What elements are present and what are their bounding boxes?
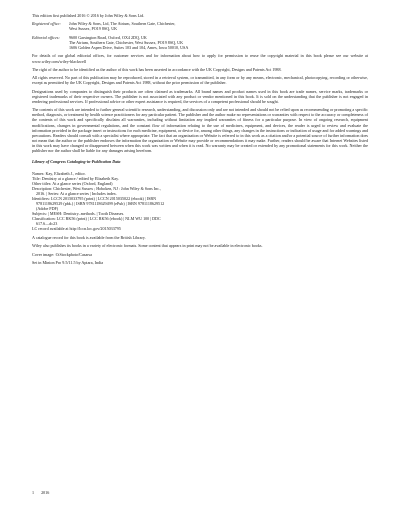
address-line: West Sussex, PO19 8SQ, UK — [69, 26, 118, 32]
cip-line: Subjects: | MESH: Dentistry–methods. | Tooth Diseases. — [32, 211, 125, 217]
address-line: John Wiley & Sons, Ltd, The Atrium, Southern Gate, Chichester, — [69, 21, 176, 27]
author-rights-paragraph: The right of the author to be identified as the author of this work has been asserted in accordance with the UK Copyright, Designs and Patents Act 1988. — [32, 66, 282, 72]
cip-data-block — [32, 171, 368, 232]
cip-line: Identifiers: LCCN 2015033795 (print) | LCCN 2015035022 (ebook) | ISBN — [32, 196, 157, 202]
editorial-offices-block — [32, 35, 368, 50]
address-line: 9600 Garsington Road, Oxford, OX4 2DQ, UK — [69, 34, 147, 40]
website-paragraph: For details of our global editorial offices, for customer services and for information about how to apply for permission to reuse the copyright material in this book please see our website at www.wiley.com/wiley-blackwell — [32, 53, 368, 64]
cip-line: Title: Dentistry at a glance / edited by Elizabeth Kay. — [32, 175, 119, 181]
printing-line — [32, 490, 55, 495]
cip-line: Description: Chichester, West Sussex ; Hoboken, NJ : John Wiley & Sons Inc., — [32, 186, 162, 191]
registered-office-address — [69, 21, 368, 31]
all-rights-paragraph: All rights reserved. No part of this publication may be reproduced, stored in a retrieval system, or transmitted, in any form or by any means, electronic, mechanical, photocopying, recording or otherwise, except as permitted by the UK Copyright, Designs and Patents Act 1988, without the prior permission of the publisher. — [32, 75, 368, 86]
address-line: 1606 Golden Aspen Drive, Suites 103 and 104, Ames, Iowa 50010, USA — [69, 45, 189, 51]
cip-line: (Adobe PDF) — [36, 206, 59, 212]
address-line: The Atrium, Southern Gate, Chichester, West Sussex, PO19 8SQ, UK — [69, 39, 184, 45]
cover-image-credit: Cover image: ©iStockphoto/Casarsa — [32, 251, 92, 257]
printing-number: 1 — [32, 490, 35, 495]
editorial-offices-address — [69, 35, 368, 50]
trademarks-paragraph: Designations used by companies to distinguish their products are often claimed as trademarks. All brand names and product names used in this book are trade names, service marks, trademarks or registered trademarks of their respective owners. The publisher is not associated with any product or vendor mentioned in this book. It is sold on the understanding that the publisher is not engaged in rendering professional services. If professional advice or other expert assistance is required, the services of a competent professional should be sought. — [32, 88, 368, 104]
cip-line: LC record available at http://lccn.loc.gov/2015033795 — [32, 226, 121, 232]
first-published-line: This edition first published 2016 © 2016 by John Wiley & Sons Ltd. — [32, 13, 145, 18]
cip-line: Other titles: At a glance series (Oxford, England) — [32, 180, 113, 186]
registered-office-block — [32, 21, 368, 31]
cip-line: 617.6—dc23 — [36, 221, 58, 227]
cip-line: Names: Kay, Elizabeth J., editor. — [32, 170, 86, 176]
electronic-formats-paragraph: Wiley also publishes its books in a variety of electronic formats. Some content that appears in print may not be available in electronic books. — [32, 243, 263, 249]
typesetting-credit: Set in Minion Pro 9.5/11.5 by Aptara, India — [32, 260, 104, 266]
disclaimer-paragraph: The contents of this work are intended to further general scientific research, understanding, and discussion only and are not intended and should not be relied upon as recommending or promoting a specific method, diagnosis, or treatment by health science practitioners for any particular patient. The publisher and the author make no representations or warranties with respect to the accuracy or completeness of the contents of this work and specifically disclaim all warranties, including without limitation any implied warranties of fitness for a particular purpose. In view of ongoing research, equipment modifications, changes in governmental regulations, and the constant flow of information relating to the use of medicines, equipment, and devices, the reader is urged to review and evaluate the information provided in the package insert or instructions for each medicine, equipment, or device for, among other things, any changes in the instructions or indication of usage and for added warnings and precautions. Readers should consult with a specialist where appropriate. The fact that an organization or Website is referred to in this work as a citation and/or a potential source of further information does not mean that the author or the publisher endorses the information the organization or Website may provide or recommendations it may make. Further, readers should be aware that Internet Websites listed in this work may have changed or disappeared between when this work was written and when it is read. No warranty may be created or extended by any promotional statements for this work. Neither the publisher nor the author shall be liable for any damages arising herefrom. — [32, 107, 368, 153]
cip-heading: Library of Congress Cataloging-in-Publication Data — [32, 158, 121, 164]
printing-year: 2016 — [41, 490, 50, 495]
british-library-paragraph: A catalogue record for this book is available from the British Library. — [32, 234, 146, 240]
cip-line: Classification: LCC RK56 (print) | LCC RK56 (ebook) | NLM WU 100 | DDC — [32, 216, 161, 222]
editorial-offices-label: Editorial offices: — [32, 34, 60, 40]
cip-line: 2016. | Series: At a glance series | Includes index. — [36, 191, 117, 197]
registered-office-label: Registered office: — [32, 21, 61, 27]
cip-line: 9781118629529 (pbk.) | ISBN 9781118629499 (ePub) | ISBN 9781118629512 — [36, 201, 165, 207]
